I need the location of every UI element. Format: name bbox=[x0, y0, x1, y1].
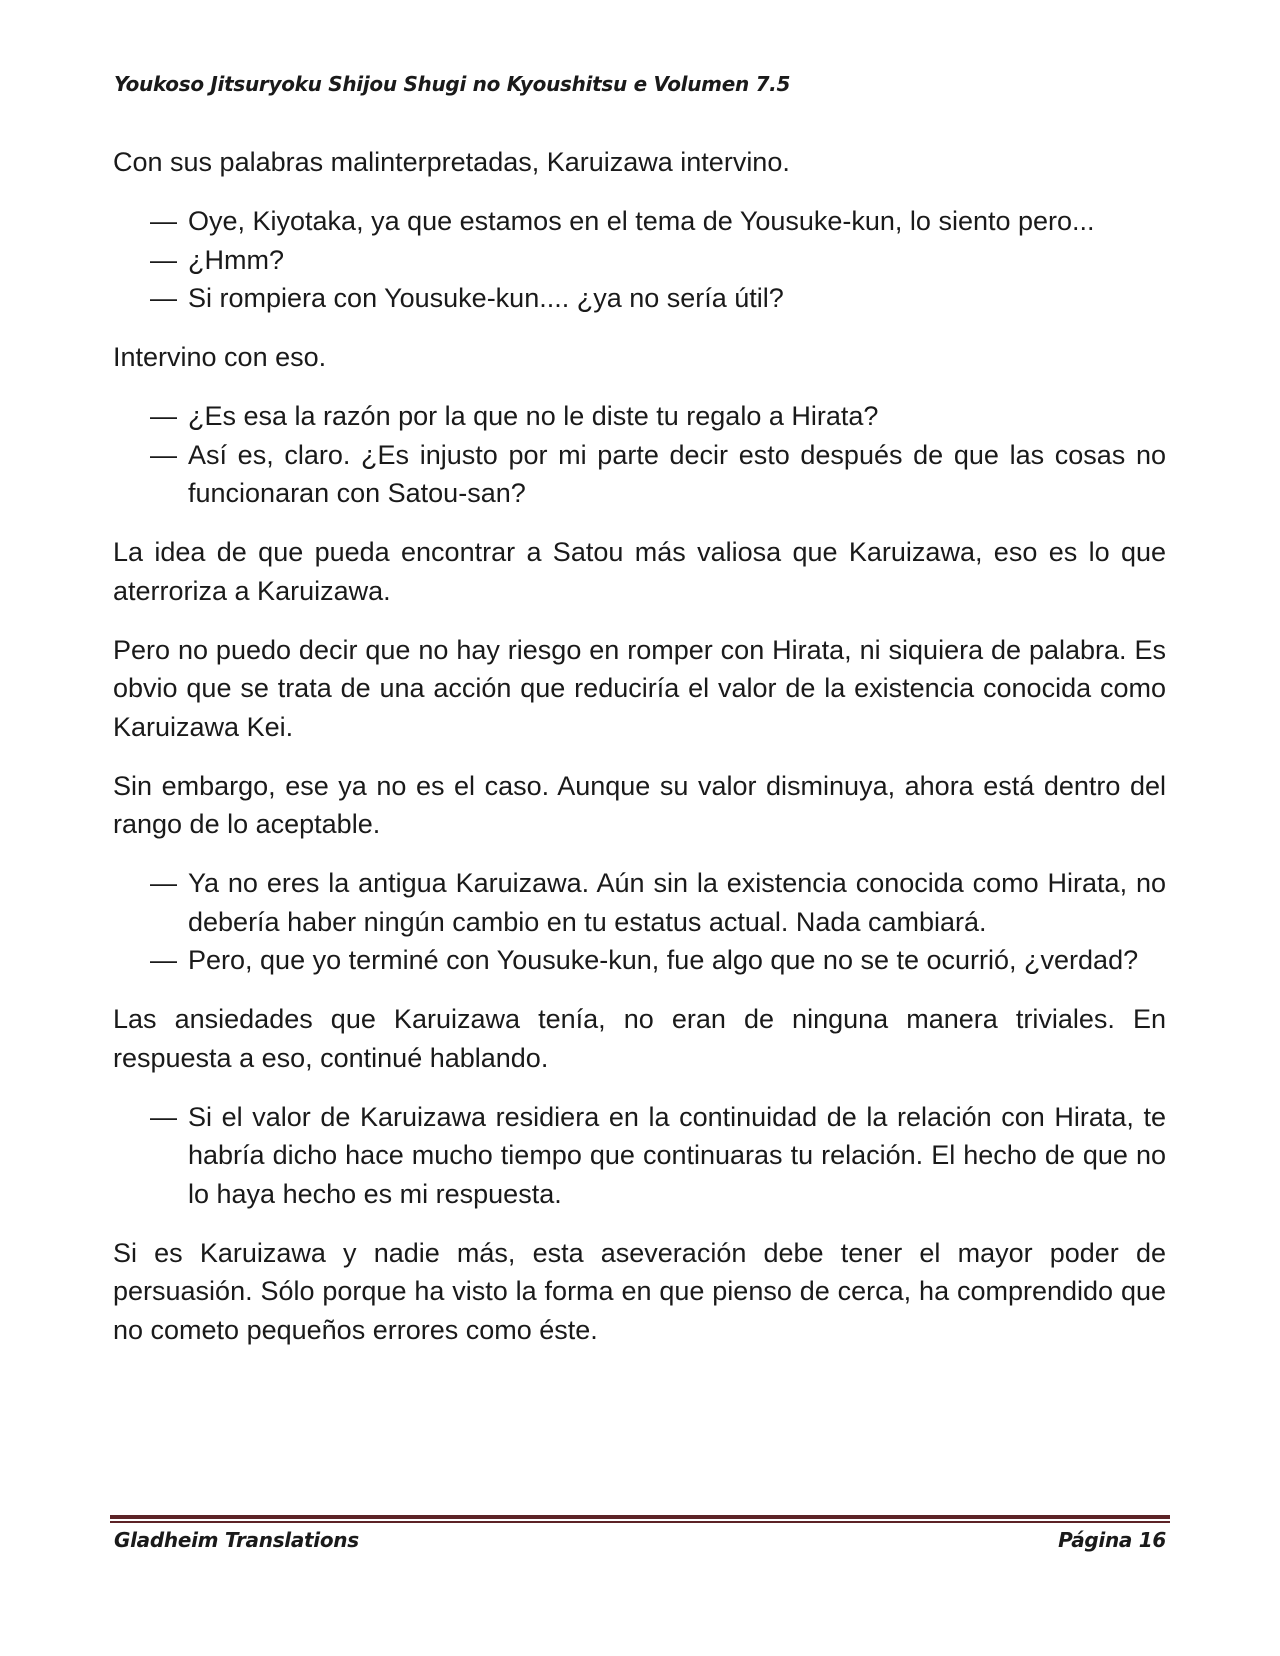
dialogue-text: ¿Es esa la razón por la que no le diste tu regalo a Hirata? bbox=[188, 401, 879, 431]
dialogue-line bbox=[113, 864, 1166, 941]
footer-rule bbox=[110, 1515, 1170, 1524]
dialogue-dash: — bbox=[150, 439, 177, 470]
dialogue-text: ¿Hmm? bbox=[188, 244, 284, 275]
footer-rule-thick bbox=[110, 1515, 1170, 1519]
dialogue-block bbox=[113, 202, 1166, 318]
dialogue-line bbox=[113, 397, 1166, 436]
running-header: Youkoso Jitsuryoku Shijou Shugi no Kyoushitsu e Volumen 7.5 bbox=[114, 72, 791, 96]
footer-rule-thin bbox=[110, 1521, 1170, 1523]
paragraph: Pero no puedo decir que no hay riesgo en romper con Hirata, ni siquiera de palabra. Es obvio que se trata de una acción que reduciría el valor de la existencia conocida como Karuizawa Kei. bbox=[113, 634, 1166, 742]
dialogue-dash: — bbox=[150, 868, 177, 898]
paragraph: Intervino con eso. bbox=[113, 342, 327, 372]
paragraph: Sin embargo, ese ya no es el caso. Aunque su valor disminuya, ahora está dentro del rango de lo aceptable. bbox=[113, 770, 1166, 839]
dialogue-dash: — bbox=[150, 244, 177, 275]
footer-publisher: Gladheim Translations bbox=[114, 1528, 359, 1552]
dialogue-block bbox=[113, 864, 1166, 980]
dialogue-block bbox=[113, 397, 1166, 513]
dialogue-line bbox=[113, 279, 1166, 318]
dialogue-text: Oye, Kiyotaka, ya que estamos en el tema de Yousuke-kun, lo siento pero... bbox=[188, 206, 1095, 236]
dialogue-dash: — bbox=[150, 401, 177, 431]
dialogue-line bbox=[113, 436, 1166, 513]
dialogue-dash: — bbox=[150, 945, 177, 975]
dialogue-dash: — bbox=[150, 206, 177, 236]
paragraph: Con sus palabras malinterpretadas, Karuizawa intervino. bbox=[113, 147, 790, 177]
footer-page-number: Página 16 bbox=[1058, 1528, 1166, 1552]
dialogue-block bbox=[113, 1098, 1166, 1214]
dialogue-line bbox=[113, 1098, 1166, 1214]
paragraph: Las ansiedades que Karuizawa tenía, no eran de ninguna manera triviales. En respuesta a eso, continué hablando. bbox=[113, 1004, 1166, 1073]
dialogue-text: Ya no eres la antigua Karuizawa. Aún sin la existencia conocida como Hirata, no debería haber ningún cambio en tu estatus actual. Nada cambiará. bbox=[188, 868, 1166, 937]
dialogue-dash: — bbox=[150, 283, 177, 313]
dialogue-line bbox=[113, 202, 1166, 241]
dialogue-text: Así es, claro. ¿Es injusto por mi parte decir esto después de que las cosas no funcionaran con Satou-san? bbox=[188, 439, 1166, 508]
dialogue-dash: — bbox=[150, 1101, 177, 1132]
paragraph: La idea de que pueda encontrar a Satou más valiosa que Karuizawa, eso es lo que aterroriza a Karuizawa. bbox=[113, 537, 1166, 606]
dialogue-line bbox=[113, 241, 1166, 280]
paragraph: Si es Karuizawa y nadie más, esta aseveración debe tener el mayor poder de persuasión. Sólo porque ha visto la forma en que pienso de cerca, ha comprendido que no cometo pequeños errores como éste. bbox=[113, 1237, 1166, 1345]
dialogue-text: Si rompiera con Yousuke-kun.... ¿ya no sería útil? bbox=[188, 283, 784, 313]
dialogue-text: Si el valor de Karuizawa residiera en la continuidad de la relación con Hirata, te habría dicho hace mucho tiempo que continuaras tu relación. El hecho de que no lo haya hecho es mi respuesta. bbox=[188, 1101, 1166, 1209]
body-text bbox=[113, 143, 1166, 1370]
dialogue-line bbox=[113, 941, 1166, 980]
dialogue-text: Pero, que yo terminé con Yousuke-kun, fue algo que no se te ocurrió, ¿verdad? bbox=[188, 945, 1139, 975]
